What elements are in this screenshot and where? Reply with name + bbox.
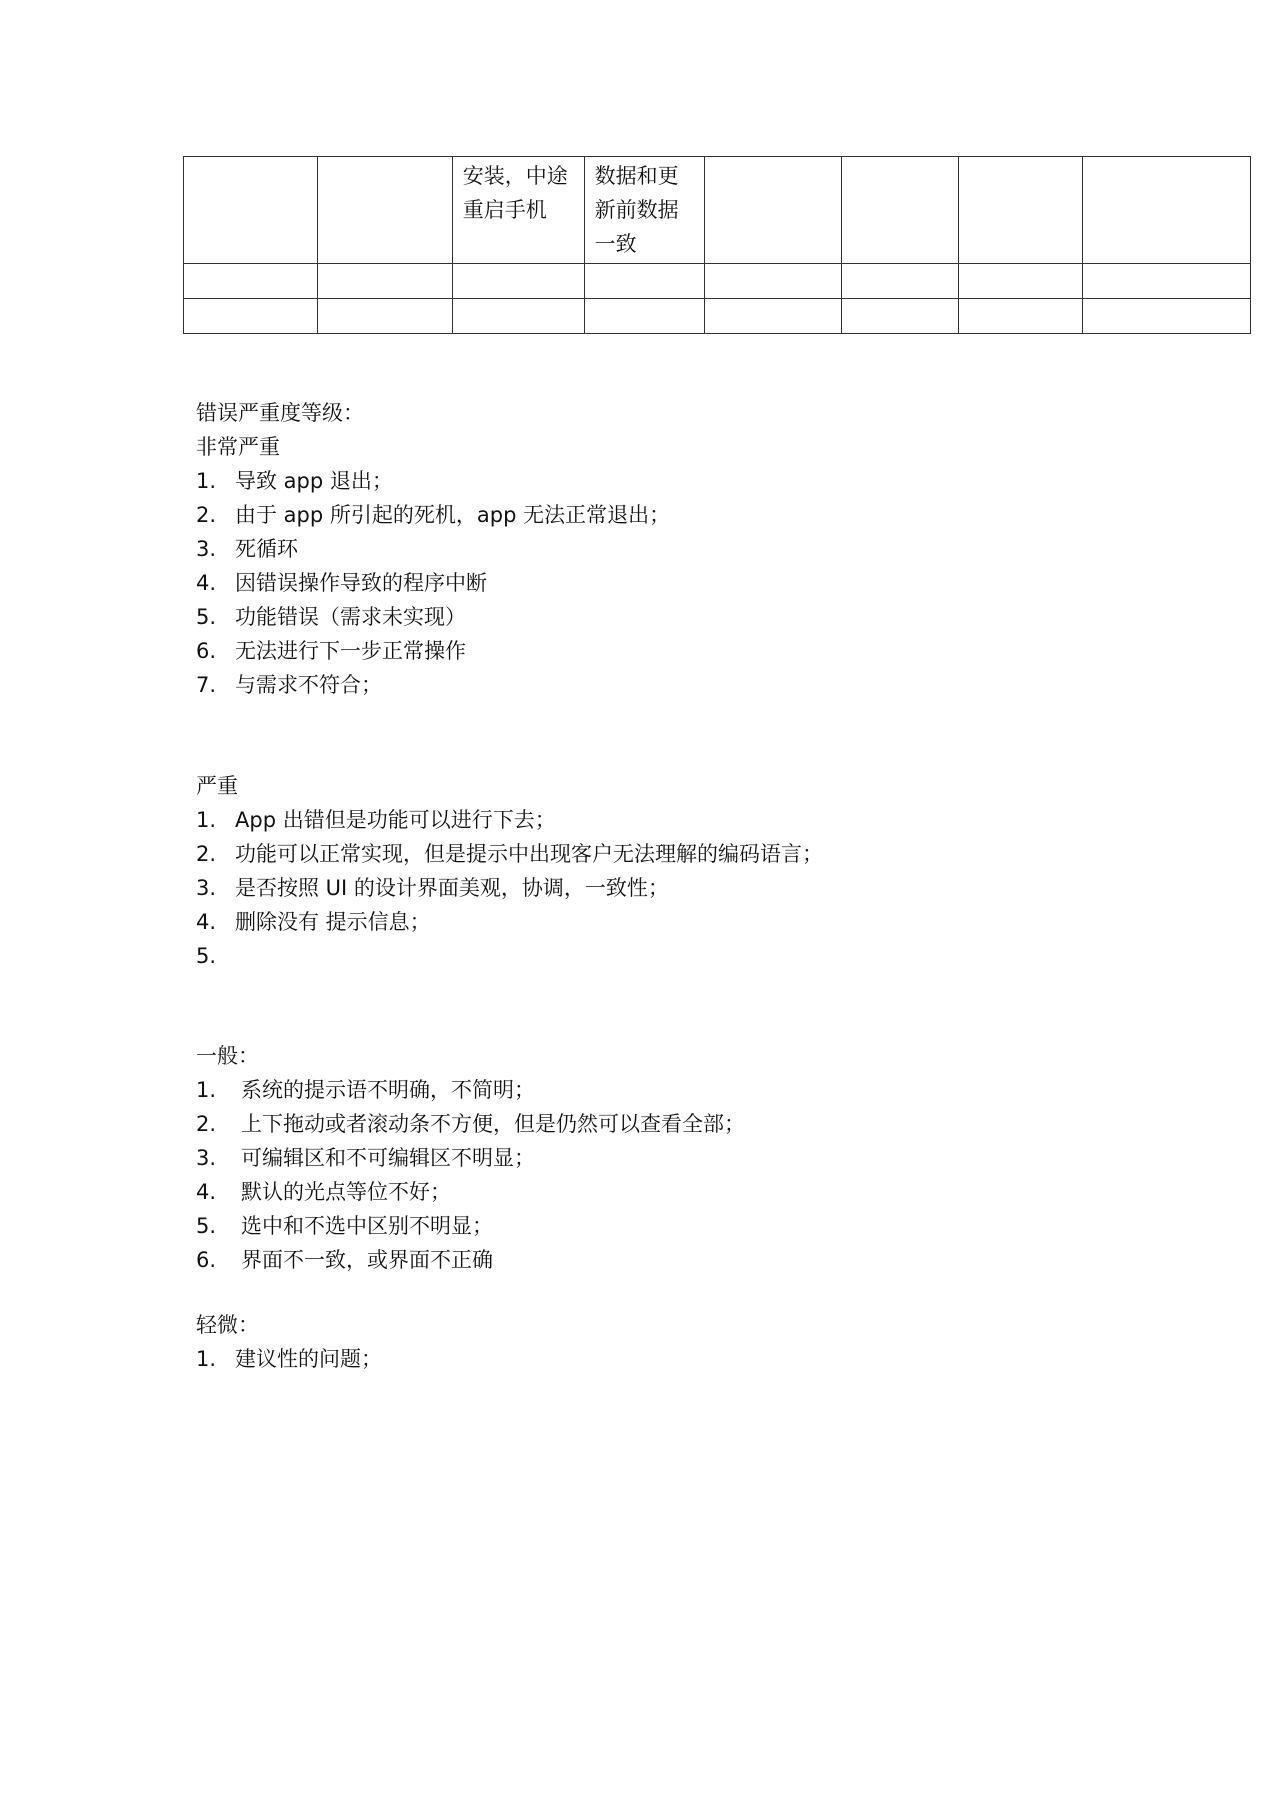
list-item: 是否按照 UI 的设计界面美观，协调，一致性； [235, 876, 669, 900]
list-number: 7. [196, 673, 217, 697]
table-cell [959, 157, 1083, 264]
list-number: 1. [196, 808, 217, 832]
list-item: 无法进行下一步正常操作 [235, 639, 466, 663]
table-cell [317, 157, 452, 264]
table-cell [184, 299, 318, 334]
list-number: 3. [196, 876, 217, 900]
list-item: 选中和不选中区别不明显； [241, 1214, 493, 1238]
list-item: 功能可以正常实现，但是提示中出现客户无法理解的编码语言； [235, 842, 823, 866]
list-number: 3. [196, 1146, 217, 1170]
list-item: 界面不一致，或界面不正确 [241, 1248, 493, 1272]
list-number: 1. [196, 469, 217, 493]
list-number: 5. [196, 944, 217, 968]
list-number: 6. [196, 639, 217, 663]
list-number: 2. [196, 1112, 217, 1136]
list-item: 由于 app 所引起的死机，app 无法正常退出； [235, 503, 671, 527]
table-cell [317, 299, 452, 334]
table-cell [317, 264, 452, 299]
section-title-normal: 一般： [196, 1044, 259, 1068]
section-title-severe: 严重 [196, 774, 238, 798]
test-case-table [183, 156, 1251, 334]
list-item: 因错误操作导致的程序中断 [235, 571, 487, 595]
list-item: 默认的光点等位不好； [241, 1180, 451, 1204]
list-item: 功能错误（需求未实现） [235, 605, 466, 629]
table-cell [184, 264, 318, 299]
list-item: 可编辑区和不可编辑区不明显； [241, 1146, 535, 1170]
table-cell [842, 299, 959, 334]
table-cell [1083, 299, 1251, 334]
table-cell [584, 299, 704, 334]
table-cell [959, 299, 1083, 334]
table-cell [842, 157, 959, 264]
table-cell [704, 264, 842, 299]
severity-heading: 错误严重度等级： [196, 401, 364, 425]
list-number: 1. [196, 1078, 217, 1102]
section-title-minor: 轻微： [196, 1313, 259, 1337]
list-number: 4. [196, 1180, 217, 1204]
list-number: 1. [196, 1347, 217, 1371]
table-row [184, 299, 1251, 334]
list-number: 4. [196, 910, 217, 934]
list-number: 2. [196, 503, 217, 527]
table-cell [704, 299, 842, 334]
list-item: 导致 app 退出； [235, 469, 393, 493]
list-number: 5. [196, 1214, 217, 1238]
list-item: 死循环 [235, 537, 298, 561]
table-cell [1083, 264, 1251, 299]
list-item: 与需求不符合； [235, 673, 382, 697]
table-cell [1083, 157, 1251, 264]
list-item: 系统的提示语不明确，不简明； [241, 1078, 535, 1102]
table-cell [584, 264, 704, 299]
table-row [184, 264, 1251, 299]
table-cell [842, 264, 959, 299]
list-item: 删除没有 提示信息； [235, 910, 431, 934]
list-number: 4. [196, 571, 217, 595]
table-cell [704, 157, 842, 264]
section-title-very-severe: 非常严重 [196, 435, 280, 459]
list-item: 建议性的问题； [235, 1347, 382, 1371]
table-cell: 数据和更新前数据一致 [584, 157, 704, 264]
list-item: App 出错但是功能可以进行下去； [235, 808, 556, 832]
table-cell [959, 264, 1083, 299]
list-number: 3. [196, 537, 217, 561]
list-number: 5. [196, 605, 217, 629]
list-item: 上下拖动或者滚动条不方便，但是仍然可以查看全部； [241, 1112, 745, 1136]
table-row [184, 157, 1251, 264]
list-number: 2. [196, 842, 217, 866]
table-cell [452, 264, 584, 299]
table-cell [452, 299, 584, 334]
table-cell [184, 157, 318, 264]
table-cell: 安装，中途重启手机 [452, 157, 584, 264]
list-number: 6. [196, 1248, 217, 1272]
